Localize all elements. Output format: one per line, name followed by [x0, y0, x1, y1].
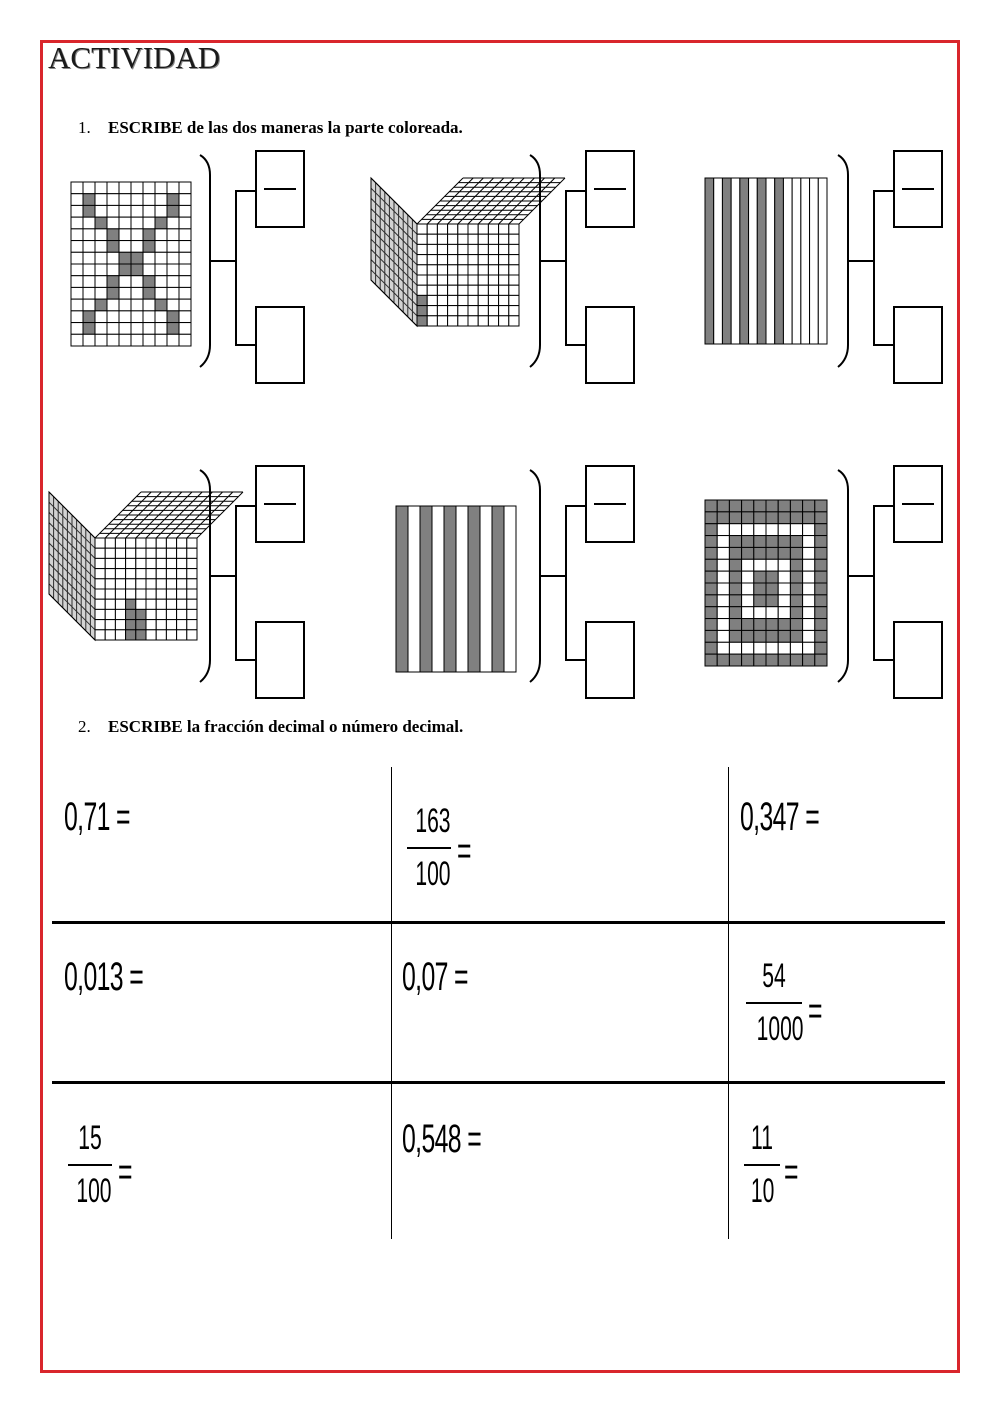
instruction-2	[78, 717, 463, 737]
connector-line	[874, 191, 894, 345]
fraction-bar	[407, 847, 451, 849]
fraction-cell	[746, 957, 802, 1049]
equals-sign: =	[808, 989, 823, 1033]
cube-partial-icon	[49, 466, 304, 698]
decimal-answer-box	[894, 307, 942, 383]
page-title: ACTIVIDAD	[48, 40, 221, 75]
denominator: 100	[415, 855, 451, 893]
column-divider	[728, 767, 729, 1239]
decimal-answer-box	[256, 622, 304, 698]
instruction-2-text: la fracción decimal o número decimal.	[182, 717, 464, 736]
alternating-strips-icon	[396, 466, 634, 698]
connector-line	[236, 191, 256, 345]
brace-icon	[200, 155, 210, 367]
numerator: 11	[751, 1119, 773, 1157]
decimal-cell: 0,71 =	[64, 795, 130, 839]
brace-icon	[530, 470, 540, 682]
connector-line	[236, 506, 256, 660]
numerator: 163	[415, 802, 451, 840]
fraction-bar	[744, 1164, 780, 1166]
denominator: 10	[750, 1172, 775, 1210]
cube-top-face	[417, 178, 565, 224]
decimal-answer-box	[586, 622, 634, 698]
decimal-answer-box	[256, 307, 304, 383]
denominator: 100	[76, 1172, 112, 1210]
cube-front-face	[417, 224, 519, 326]
fraction-cell	[407, 802, 451, 894]
fraction-answer-box	[586, 466, 634, 542]
fraction-cell	[68, 1119, 112, 1211]
fraction-cell	[744, 1119, 780, 1211]
instruction-1-number: 1.	[78, 118, 91, 137]
brace-icon	[200, 470, 210, 682]
fraction-answer-box	[256, 466, 304, 542]
fraction-answer-box	[256, 151, 304, 227]
grid-x-pattern-icon	[71, 151, 304, 383]
cube-front-face	[95, 538, 197, 640]
decimal-cell: 0,548 =	[402, 1117, 482, 1161]
cube-side-face	[371, 178, 417, 326]
instruction-1-text: de las dos maneras la parte coloreada.	[182, 118, 463, 137]
numerator: 54	[762, 957, 786, 995]
row-divider	[52, 1081, 945, 1084]
fraction-answer-box	[586, 151, 634, 227]
figures-area	[45, 140, 945, 710]
numerator: 15	[78, 1119, 102, 1157]
square-rings-icon	[705, 466, 942, 698]
instruction-1	[78, 118, 463, 138]
vertical-strips-icon	[705, 151, 942, 383]
decimal-cell: 0,013 =	[64, 955, 144, 999]
equals-sign: =	[457, 829, 472, 873]
column-divider	[391, 767, 392, 1239]
decimal-answer-box	[894, 622, 942, 698]
exercise-table	[52, 767, 945, 1239]
connector-line	[566, 506, 586, 660]
fraction-answer-box	[894, 466, 942, 542]
denominator: 1000	[756, 1010, 804, 1048]
connector-line	[874, 506, 894, 660]
brace-icon	[838, 155, 848, 367]
decimal-answer-box	[586, 307, 634, 383]
brace-icon	[838, 470, 848, 682]
cube-thousand-icon	[371, 151, 634, 383]
cube-side-face	[49, 492, 95, 640]
row-divider	[52, 921, 945, 924]
equals-sign: =	[784, 1150, 799, 1194]
instruction-2-verb: ESCRIBE	[108, 717, 183, 736]
instruction-2-number: 2.	[78, 717, 91, 736]
equals-sign: =	[118, 1150, 133, 1194]
fraction-bar	[746, 1002, 802, 1004]
cube-top-face	[95, 492, 243, 538]
decimal-cell: 0,347 =	[740, 795, 820, 839]
instruction-1-verb: ESCRIBE	[108, 118, 183, 137]
connector-line	[566, 191, 586, 345]
decimal-cell: 0,07 =	[402, 955, 468, 999]
fraction-bar	[68, 1164, 112, 1166]
fraction-answer-box	[894, 151, 942, 227]
